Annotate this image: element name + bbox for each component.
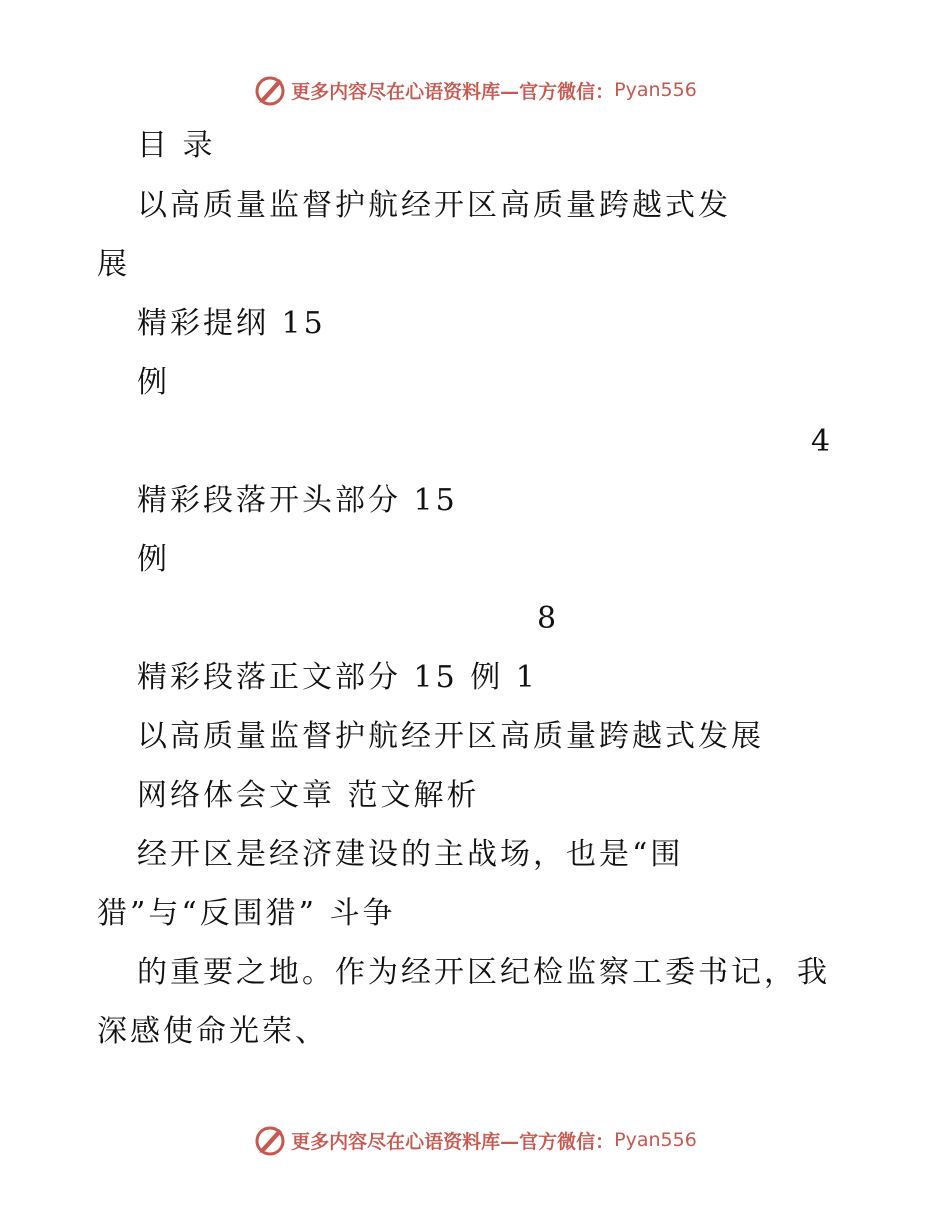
footer-banner-text: 更多内容尽在心语资料库—官方微信：	[291, 1130, 615, 1153]
toc-leader-dots	[170, 540, 850, 580]
toc-entry-1-line-1: 以高质量监督护航经开区高质量跨越式发	[137, 188, 731, 223]
toc-entry-3-line-2	[137, 540, 850, 580]
toc-entry-3-line-3	[97, 599, 559, 639]
article-paragraph-1-line-2: 猎”与“反围猎” 斗争	[97, 896, 396, 931]
toc-leader-dots	[130, 245, 655, 285]
toc-entry-2-line-1: 精彩提纲 15	[137, 306, 326, 341]
toc-leader-dots	[97, 599, 537, 639]
footer-banner	[0, 1120, 950, 1160]
header-banner-wechat-id: Pyan556	[614, 79, 697, 101]
toc-entry-2-line-3	[97, 422, 833, 462]
toc-heading: 目 录	[137, 128, 216, 163]
quill-pen-icon	[253, 1123, 287, 1157]
article-paragraph-2-line-2: 深感使命光荣、	[97, 1014, 328, 1049]
toc-entry-3-page: 8	[537, 601, 560, 636]
article-subtitle: 网络体会文章 范文解析	[137, 778, 480, 813]
header-banner-text: 更多内容尽在心语资料库—官方微信：	[291, 80, 615, 103]
article-title: 以高质量监督护航经开区高质量跨越式发展	[137, 719, 764, 754]
footer-banner-wechat-id: Pyan556	[614, 1129, 697, 1151]
toc-entry-2-page: 4	[811, 424, 834, 459]
toc-leader-dots	[97, 422, 811, 462]
toc-entry-2-text: 例	[137, 365, 170, 400]
toc-entry-3-text: 例	[137, 542, 170, 577]
quill-pen-icon	[253, 73, 287, 107]
header-banner	[0, 70, 950, 110]
toc-entry-3-line-1: 精彩段落开头部分 15	[137, 483, 458, 518]
toc-entry-4: 精彩段落正文部分 15 例 1	[137, 660, 538, 695]
toc-entry-1-line-2	[97, 245, 655, 285]
article-paragraph-2-line-1: 的重要之地。作为经开区纪检监察工委书记，我	[137, 955, 830, 990]
toc-leader-dots	[170, 363, 850, 403]
toc-entry-1-text: 展	[97, 247, 130, 282]
toc-entry-2-line-2	[137, 363, 850, 403]
article-paragraph-1-line-1: 经开区是经济建设的主战场，也是“围	[137, 837, 684, 872]
